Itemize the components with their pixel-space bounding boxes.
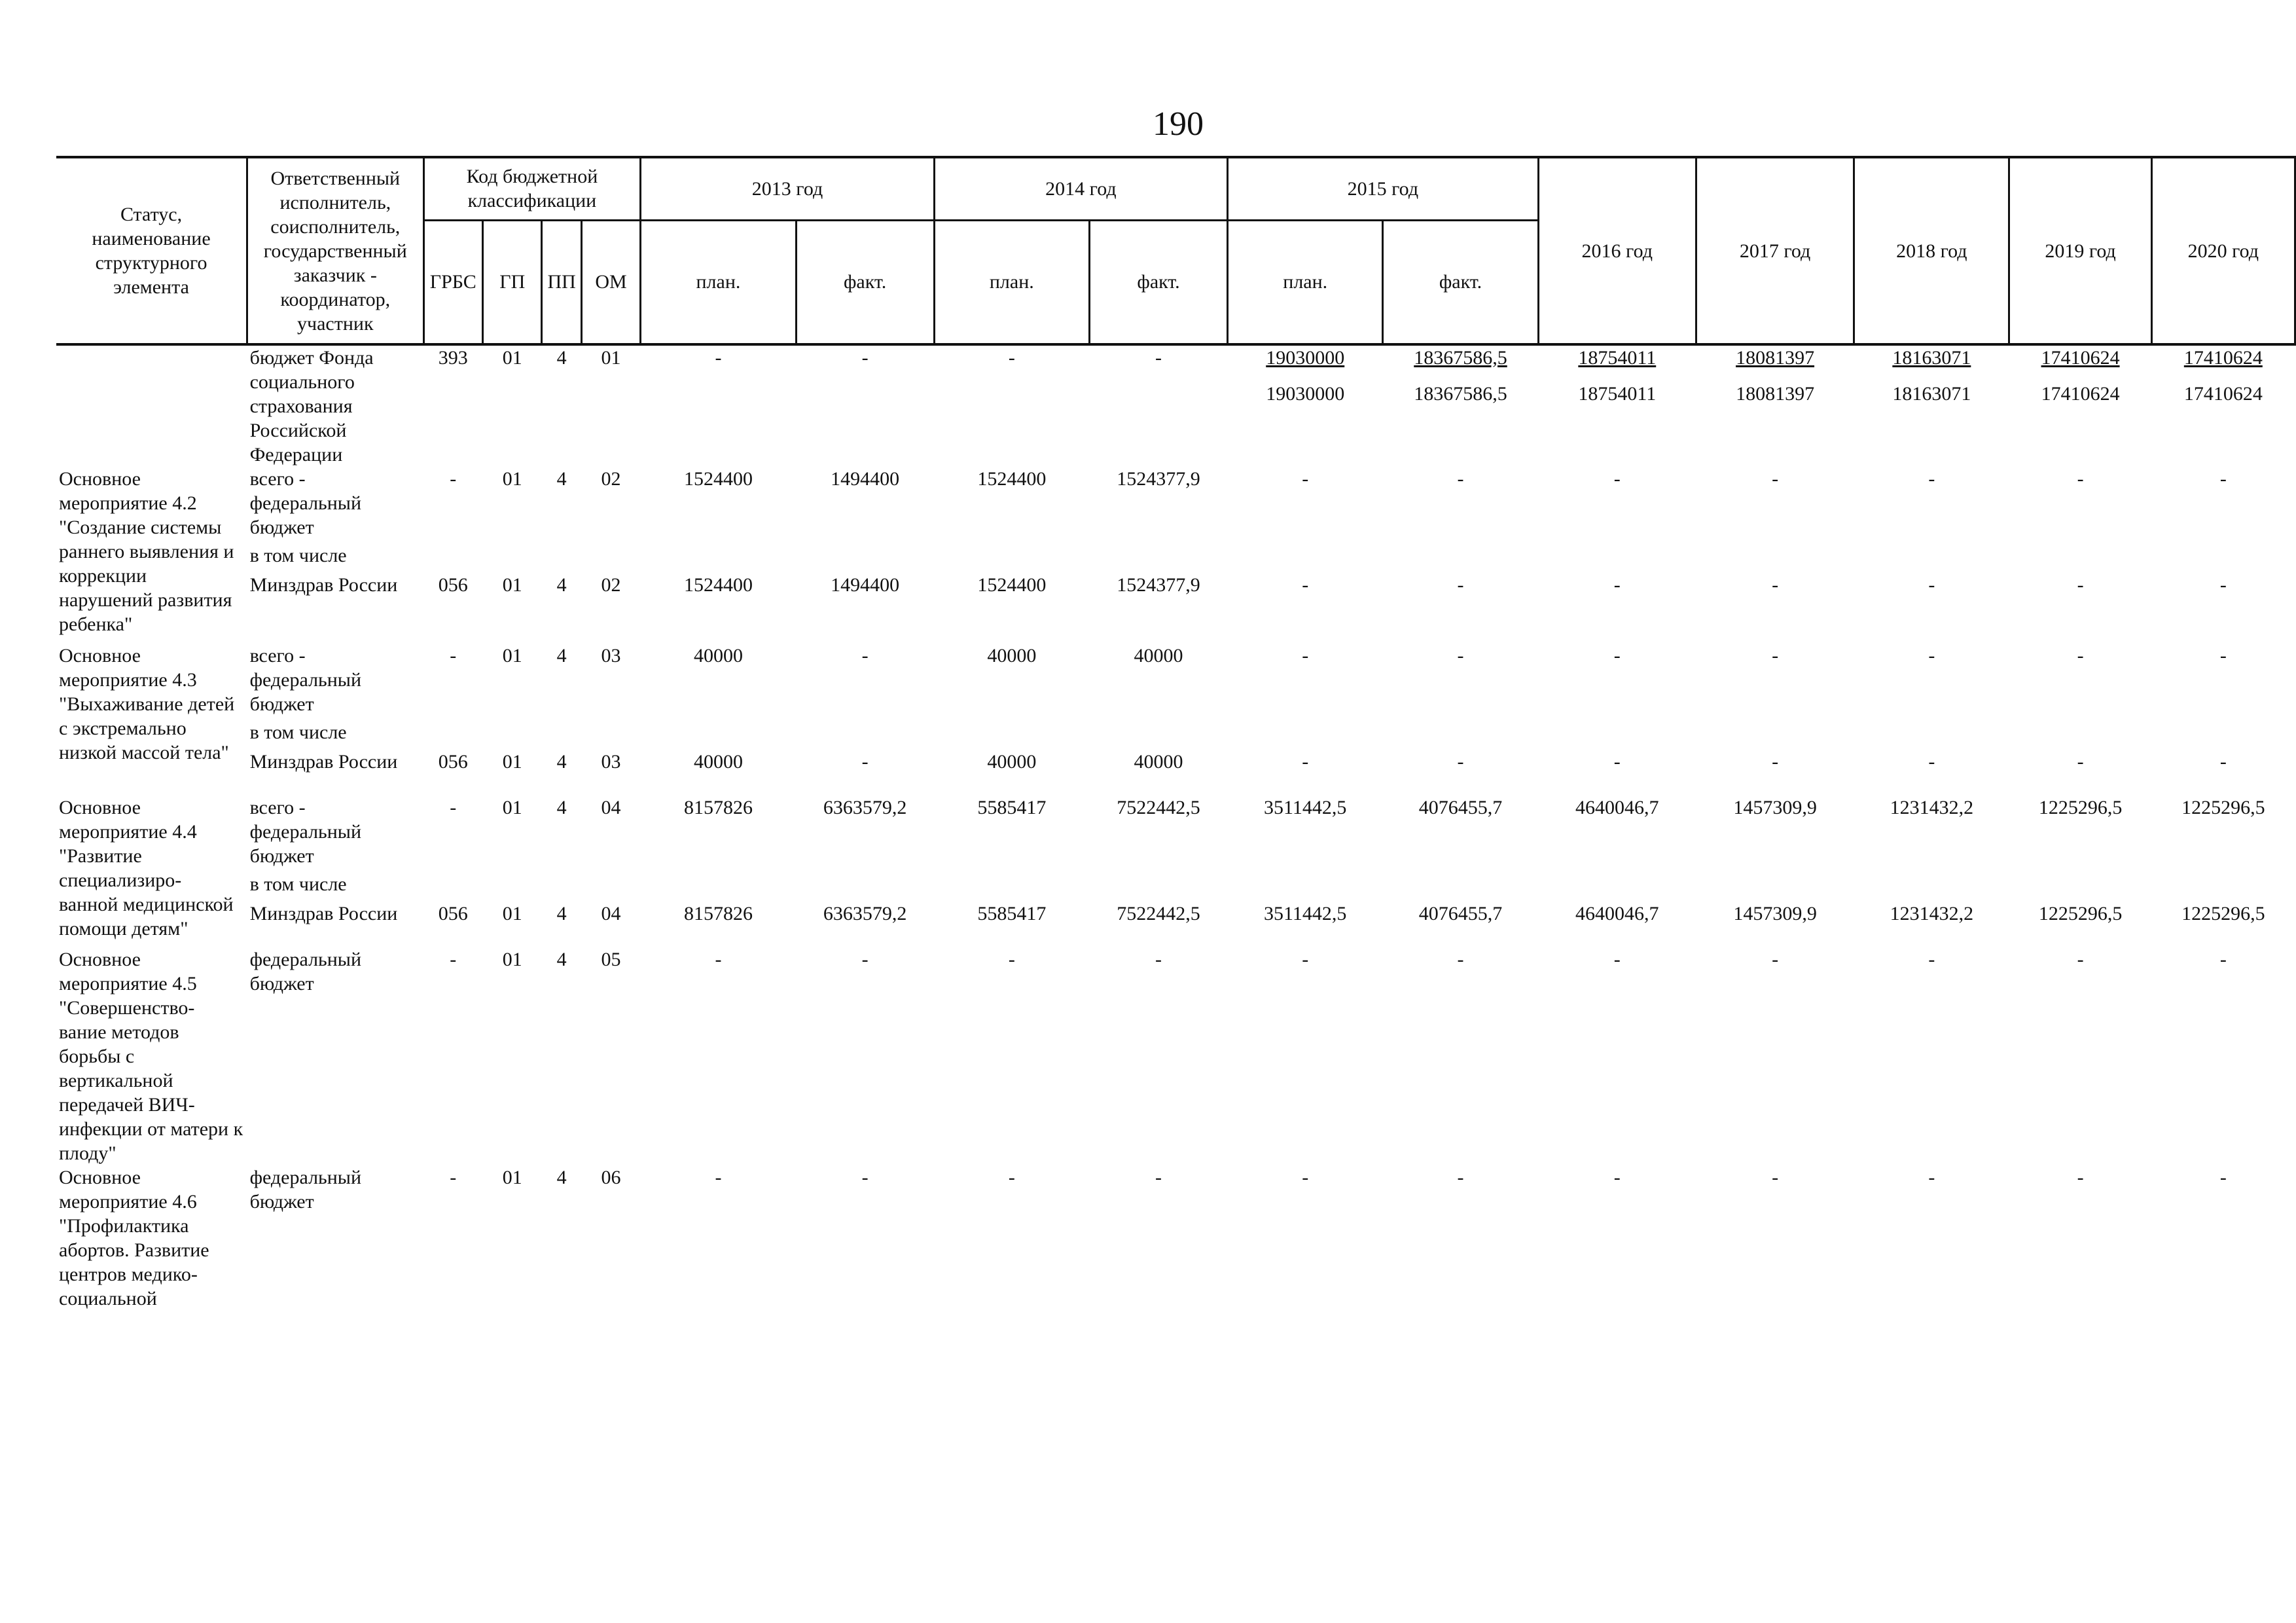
value-2018-cell: - <box>1928 751 1935 773</box>
header-2018: 2018 год <box>1854 157 2009 344</box>
fact-2014-cell: - <box>1155 347 1162 369</box>
value-2020-cell: 1225296,5 <box>2181 903 2265 924</box>
fact-2014-cell: 40000 <box>1134 751 1183 773</box>
plan-2013-cell: 1524400 <box>683 468 753 490</box>
header-2014-plan: план. <box>934 220 1089 344</box>
fact-2014-cell: 1524377,9 <box>1117 468 1200 490</box>
pp-cell: 4 <box>556 468 567 490</box>
value-2018-cell: - <box>1928 949 1935 970</box>
value-2017-cell: - <box>1772 751 1779 773</box>
plan-2015-cell: - <box>1302 468 1309 490</box>
gp-cell: 01 <box>502 347 522 369</box>
fact-2015-cell: - <box>1457 1167 1464 1188</box>
grbs-cell: - <box>450 797 457 818</box>
responsible-cell: в том числе <box>249 545 347 566</box>
value-2016-cell: - <box>1613 751 1621 773</box>
value-2016-cell: 18754011 <box>1578 383 1657 405</box>
plan-2015-cell: 3511442,5 <box>1264 903 1347 924</box>
fact-2015-cell: 4076455,7 <box>1418 903 1503 924</box>
fact-2015-cell: - <box>1457 645 1464 666</box>
value-2016-cell: - <box>1613 574 1621 596</box>
gp-cell: 01 <box>502 645 522 666</box>
pp-cell: 4 <box>556 574 567 596</box>
fact-2013-cell: - <box>861 645 869 666</box>
table-row <box>56 344 2295 373</box>
om-cell: 05 <box>601 949 621 970</box>
value-2018-cell: 18163071 <box>1892 383 1971 405</box>
om-cell: 01 <box>601 347 621 369</box>
plan-2014-cell: 5585417 <box>977 903 1047 924</box>
plan-2014-cell: 40000 <box>987 751 1037 773</box>
om-cell: 02 <box>601 468 621 490</box>
value-2019-cell: - <box>2077 1167 2084 1188</box>
fact-2013-cell: 1494400 <box>831 574 900 596</box>
header-responsible: Ответственный исполнитель, соисполнитель, государственный заказчик - координатор, участник <box>247 157 423 344</box>
gp-cell: 01 <box>502 1167 522 1188</box>
status-cell: Основное мероприятие 4.4 "Развитие специализиро- ванной медицинской помощи детям" <box>59 797 234 939</box>
status-cell: Основное мероприятие 4.5 "Совершенство- вание методов борьбы с вертикальной передачей ВИЧ- инфекции от матери к плоду" <box>59 949 243 1164</box>
value-2017-cell: - <box>1772 1167 1779 1188</box>
value-2018-cell: - <box>1928 574 1935 596</box>
plan-2014-cell: 40000 <box>987 645 1037 666</box>
grbs-cell: - <box>450 645 457 666</box>
grbs-cell: 056 <box>438 574 468 596</box>
grbs-cell: - <box>450 1167 457 1188</box>
plan-2014-cell: - <box>1008 347 1015 369</box>
header-2020: 2020 год <box>2151 157 2295 344</box>
plan-2013-cell: 40000 <box>693 645 743 666</box>
header-2017: 2017 год <box>1696 157 1854 344</box>
header-2013-plan: план. <box>641 220 796 344</box>
fact-2015-cell: - <box>1457 468 1464 490</box>
pp-cell: 4 <box>556 645 567 666</box>
value-2016-cell: 4640046,7 <box>1575 797 1659 818</box>
fact-2013-cell: 1494400 <box>831 468 900 490</box>
fact-2013-cell: - <box>861 347 869 369</box>
status-cell: Основное мероприятие 4.2 "Создание системы раннего выявления и коррекции нарушений развития ребенка" <box>59 468 234 635</box>
value-2018-cell: - <box>1928 1167 1935 1188</box>
plan-2013-cell: - <box>715 347 722 369</box>
header-2013: 2013 год <box>641 157 934 220</box>
page-number: 190 <box>1153 105 1204 143</box>
plan-2014-cell: 5585417 <box>977 797 1047 818</box>
responsible-cell: федеральный бюджет <box>249 1167 361 1213</box>
om-cell: 03 <box>601 645 621 666</box>
value-2018-cell: - <box>1928 468 1935 490</box>
plan-2015-cell: 19030000 <box>1266 347 1345 369</box>
table-row <box>56 868 2295 896</box>
table-row <box>56 467 2295 539</box>
table-header <box>56 157 2295 344</box>
fact-2013-cell: - <box>861 1167 869 1188</box>
value-2017-cell: 1457309,9 <box>1733 797 1817 818</box>
table-row <box>56 947 2295 1165</box>
grbs-cell: - <box>450 468 457 490</box>
value-2020-cell: 1225296,5 <box>2181 797 2265 818</box>
table-row <box>56 1165 2295 1311</box>
value-2016-cell: 4640046,7 <box>1575 903 1659 924</box>
value-2018-cell: - <box>1928 645 1935 666</box>
om-cell: 04 <box>601 797 621 818</box>
fact-2015-cell: - <box>1457 574 1464 596</box>
value-2017-cell: - <box>1772 949 1779 970</box>
gp-cell: 01 <box>502 574 522 596</box>
value-2017-cell: - <box>1772 468 1779 490</box>
responsible-cell: Минздрав России <box>249 574 398 596</box>
table-body <box>56 344 2295 1311</box>
plan-2013-cell: 8157826 <box>683 797 753 818</box>
table-row <box>56 539 2295 568</box>
budget-table <box>56 156 2296 1311</box>
fact-2014-cell: 40000 <box>1134 645 1183 666</box>
value-2017-cell: 18081397 <box>1736 347 1815 369</box>
value-2016-cell: - <box>1613 645 1621 666</box>
header-2015-plan: план. <box>1228 220 1383 344</box>
fact-2013-cell: - <box>861 949 869 970</box>
value-2020-cell: - <box>2219 949 2227 970</box>
fact-2014-cell: - <box>1155 949 1162 970</box>
value-2017-cell: - <box>1772 645 1779 666</box>
value-2017-cell: 1457309,9 <box>1733 903 1817 924</box>
plan-2015-cell: 3511442,5 <box>1264 797 1347 818</box>
value-2018-cell: 18163071 <box>1892 347 1971 369</box>
responsible-cell: Минздрав России <box>249 751 398 773</box>
fact-2014-cell: 7522442,5 <box>1117 903 1200 924</box>
gp-cell: 01 <box>502 949 522 970</box>
header-budget-code: Код бюджетной классификации <box>423 157 641 220</box>
table-row <box>56 896 2295 947</box>
value-2016-cell: - <box>1613 468 1621 490</box>
header-2014-fact: факт. <box>1089 220 1227 344</box>
pp-cell: 4 <box>556 949 567 970</box>
value-2016-cell: - <box>1613 949 1621 970</box>
table-row <box>56 568 2295 644</box>
fact-2013-cell: 6363579,2 <box>823 797 907 818</box>
plan-2013-cell: - <box>715 949 722 970</box>
header-status: Статус, наименование структурного элемента <box>56 157 247 344</box>
responsible-cell: федеральный бюджет <box>249 949 361 994</box>
table-row <box>56 744 2295 795</box>
value-2019-cell: 1225296,5 <box>2038 797 2123 818</box>
pp-cell: 4 <box>556 797 567 818</box>
plan-2015-cell: - <box>1302 949 1309 970</box>
value-2017-cell: - <box>1772 574 1779 596</box>
table-row <box>56 716 2295 744</box>
om-cell: 03 <box>601 751 621 773</box>
value-2019-cell: 17410624 <box>2041 383 2120 405</box>
fact-2015-cell: 4076455,7 <box>1418 797 1503 818</box>
header-2015-fact: факт. <box>1383 220 1538 344</box>
table-row <box>56 795 2295 868</box>
value-2019-cell: 1225296,5 <box>2038 903 2123 924</box>
status-cell: Основное мероприятие 4.6 "Профилактика абортов. Развитие центров медико- социальной <box>59 1167 209 1309</box>
fact-2015-cell: 18367586,5 <box>1414 383 1507 405</box>
grbs-cell: - <box>450 949 457 970</box>
responsible-cell: всего - федеральный бюджет <box>249 468 361 538</box>
gp-cell: 01 <box>502 751 522 773</box>
header-om: ОМ <box>581 220 641 344</box>
plan-2014-cell: - <box>1008 949 1015 970</box>
header-grbs: ГРБС <box>423 220 482 344</box>
value-2019-cell: - <box>2077 751 2084 773</box>
plan-2014-cell: - <box>1008 1167 1015 1188</box>
table-row <box>56 644 2295 716</box>
fact-2013-cell: 6363579,2 <box>823 903 907 924</box>
value-2016-cell: 18754011 <box>1578 347 1657 369</box>
pp-cell: 4 <box>556 751 567 773</box>
value-2019-cell: 17410624 <box>2041 347 2120 369</box>
value-2020-cell: - <box>2219 1167 2227 1188</box>
om-cell: 02 <box>601 574 621 596</box>
plan-2013-cell: 1524400 <box>683 574 753 596</box>
value-2020-cell: 17410624 <box>2183 347 2263 369</box>
value-2019-cell: - <box>2077 645 2084 666</box>
header-pp: ПП <box>542 220 581 344</box>
responsible-cell: всего - федеральный бюджет <box>249 645 361 715</box>
value-2018-cell: 1231432,2 <box>1890 797 1974 818</box>
fact-2014-cell: 1524377,9 <box>1117 574 1200 596</box>
header-2014: 2014 год <box>934 157 1227 220</box>
value-2017-cell: 18081397 <box>1736 383 1815 405</box>
header-2019: 2019 год <box>2009 157 2151 344</box>
pp-cell: 4 <box>556 347 567 369</box>
fact-2015-cell: 18367586,5 <box>1414 347 1507 369</box>
om-cell: 04 <box>601 903 621 924</box>
plan-2014-cell: 1524400 <box>977 468 1047 490</box>
plan-2014-cell: 1524400 <box>977 574 1047 596</box>
gp-cell: 01 <box>502 468 522 490</box>
plan-2013-cell: - <box>715 1167 722 1188</box>
gp-cell: 01 <box>502 903 522 924</box>
plan-2013-cell: 8157826 <box>683 903 753 924</box>
responsible-cell: бюджет Фонда социального страхования Российской Федерации <box>249 347 374 465</box>
pp-cell: 4 <box>556 903 567 924</box>
fact-2014-cell: - <box>1155 1167 1162 1188</box>
header-2013-fact: факт. <box>796 220 934 344</box>
header-2015: 2015 год <box>1228 157 1539 220</box>
gp-cell: 01 <box>502 797 522 818</box>
responsible-cell: всего - федеральный бюджет <box>249 797 361 867</box>
fact-2015-cell: - <box>1457 949 1464 970</box>
om-cell: 06 <box>601 1167 621 1188</box>
header-gp: ГП <box>483 220 542 344</box>
value-2019-cell: - <box>2077 468 2084 490</box>
fact-2015-cell: - <box>1457 751 1464 773</box>
value-2018-cell: 1231432,2 <box>1890 903 1974 924</box>
responsible-cell: в том числе <box>249 721 347 743</box>
plan-2013-cell: 40000 <box>693 751 743 773</box>
value-2020-cell: - <box>2219 574 2227 596</box>
value-2020-cell: - <box>2219 468 2227 490</box>
plan-2015-cell: - <box>1302 751 1309 773</box>
status-cell: Основное мероприятие 4.3 "Выхаживание детей с экстремально низкой массой тела" <box>59 645 235 763</box>
plan-2015-cell: - <box>1302 645 1309 666</box>
value-2019-cell: - <box>2077 949 2084 970</box>
responsible-cell: Минздрав России <box>249 903 398 924</box>
value-2016-cell: - <box>1613 1167 1621 1188</box>
responsible-cell: в том числе <box>249 873 347 895</box>
plan-2015-cell: - <box>1302 574 1309 596</box>
fact-2013-cell: - <box>861 751 869 773</box>
grbs-cell: 056 <box>438 751 468 773</box>
plan-2015-cell: 19030000 <box>1266 383 1345 405</box>
header-2016: 2016 год <box>1538 157 1696 344</box>
value-2020-cell: - <box>2219 645 2227 666</box>
value-2020-cell: - <box>2219 751 2227 773</box>
fact-2014-cell: 7522442,5 <box>1117 797 1200 818</box>
value-2019-cell: - <box>2077 574 2084 596</box>
value-2020-cell: 17410624 <box>2183 383 2263 405</box>
grbs-cell: 056 <box>438 903 468 924</box>
plan-2015-cell: - <box>1302 1167 1309 1188</box>
pp-cell: 4 <box>556 1167 567 1188</box>
grbs-cell: 393 <box>438 347 468 369</box>
